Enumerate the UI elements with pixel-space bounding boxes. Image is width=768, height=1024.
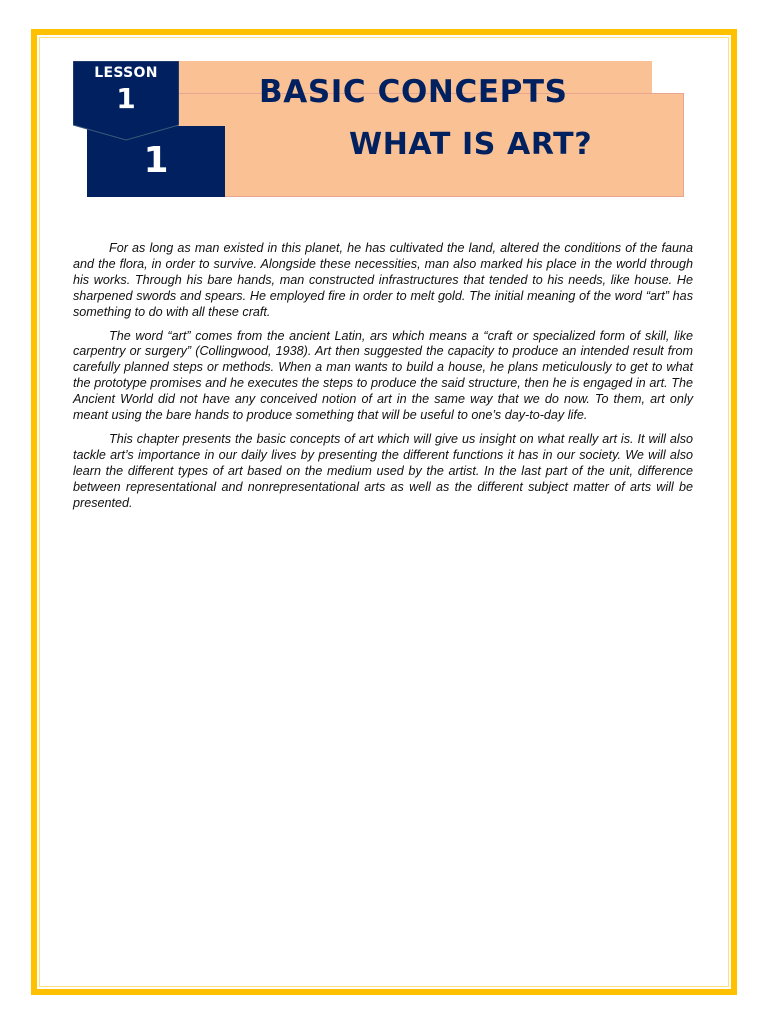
paragraph: This chapter presents the basic concepts of art which will give us insight on what really art is. It will also tackle art’s importance in our daily lives by presenting the different functions it has in our society. We will also learn the different types of art based on the medium used by the artist. In the last part of the unit, difference between representational and nonrepresentational arts as well as the different subject matter of arts will be presented. — [73, 431, 693, 510]
lesson-number: 1 — [116, 82, 136, 115]
body-text — [73, 241, 693, 520]
paragraph: The word “art” comes from the ancient Latin, ars which means a “craft or specialized form of skill, like carpentry or surgery” (Collingwood, 1938). Art then suggested the capacity to produce an intended result from carefully planned steps or methods. When a man wants to build a house, he plans meticulously to get to what the prototype promises and he executes the steps to produce the said structure, then he is engaged in art. The Ancient World did not have any conceived notion of art in the same way that we do now. To them, art only meant using the bare hands to produce something that will be useful to one’s day-to-day life. — [73, 328, 693, 423]
page-title: BASIC CONCEPTS — [259, 74, 568, 110]
lesson-label: LESSON — [94, 65, 158, 81]
block-number: 1 — [143, 140, 169, 181]
page-subtitle: WHAT IS ART? — [349, 127, 593, 162]
paragraph: For as long as man existed in this planet, he has cultivated the land, altered the conditions of the fauna and the flora, in order to survive. Alongside these necessities, man also marked his place in the world through his works. Through his bare hands, man constructed infrastructures that tended to his needs, like house. He sharpened swords and spears. He employed fire in order to melt gold. The initial meaning of the word “art” has something to do with all these craft. — [73, 241, 693, 319]
